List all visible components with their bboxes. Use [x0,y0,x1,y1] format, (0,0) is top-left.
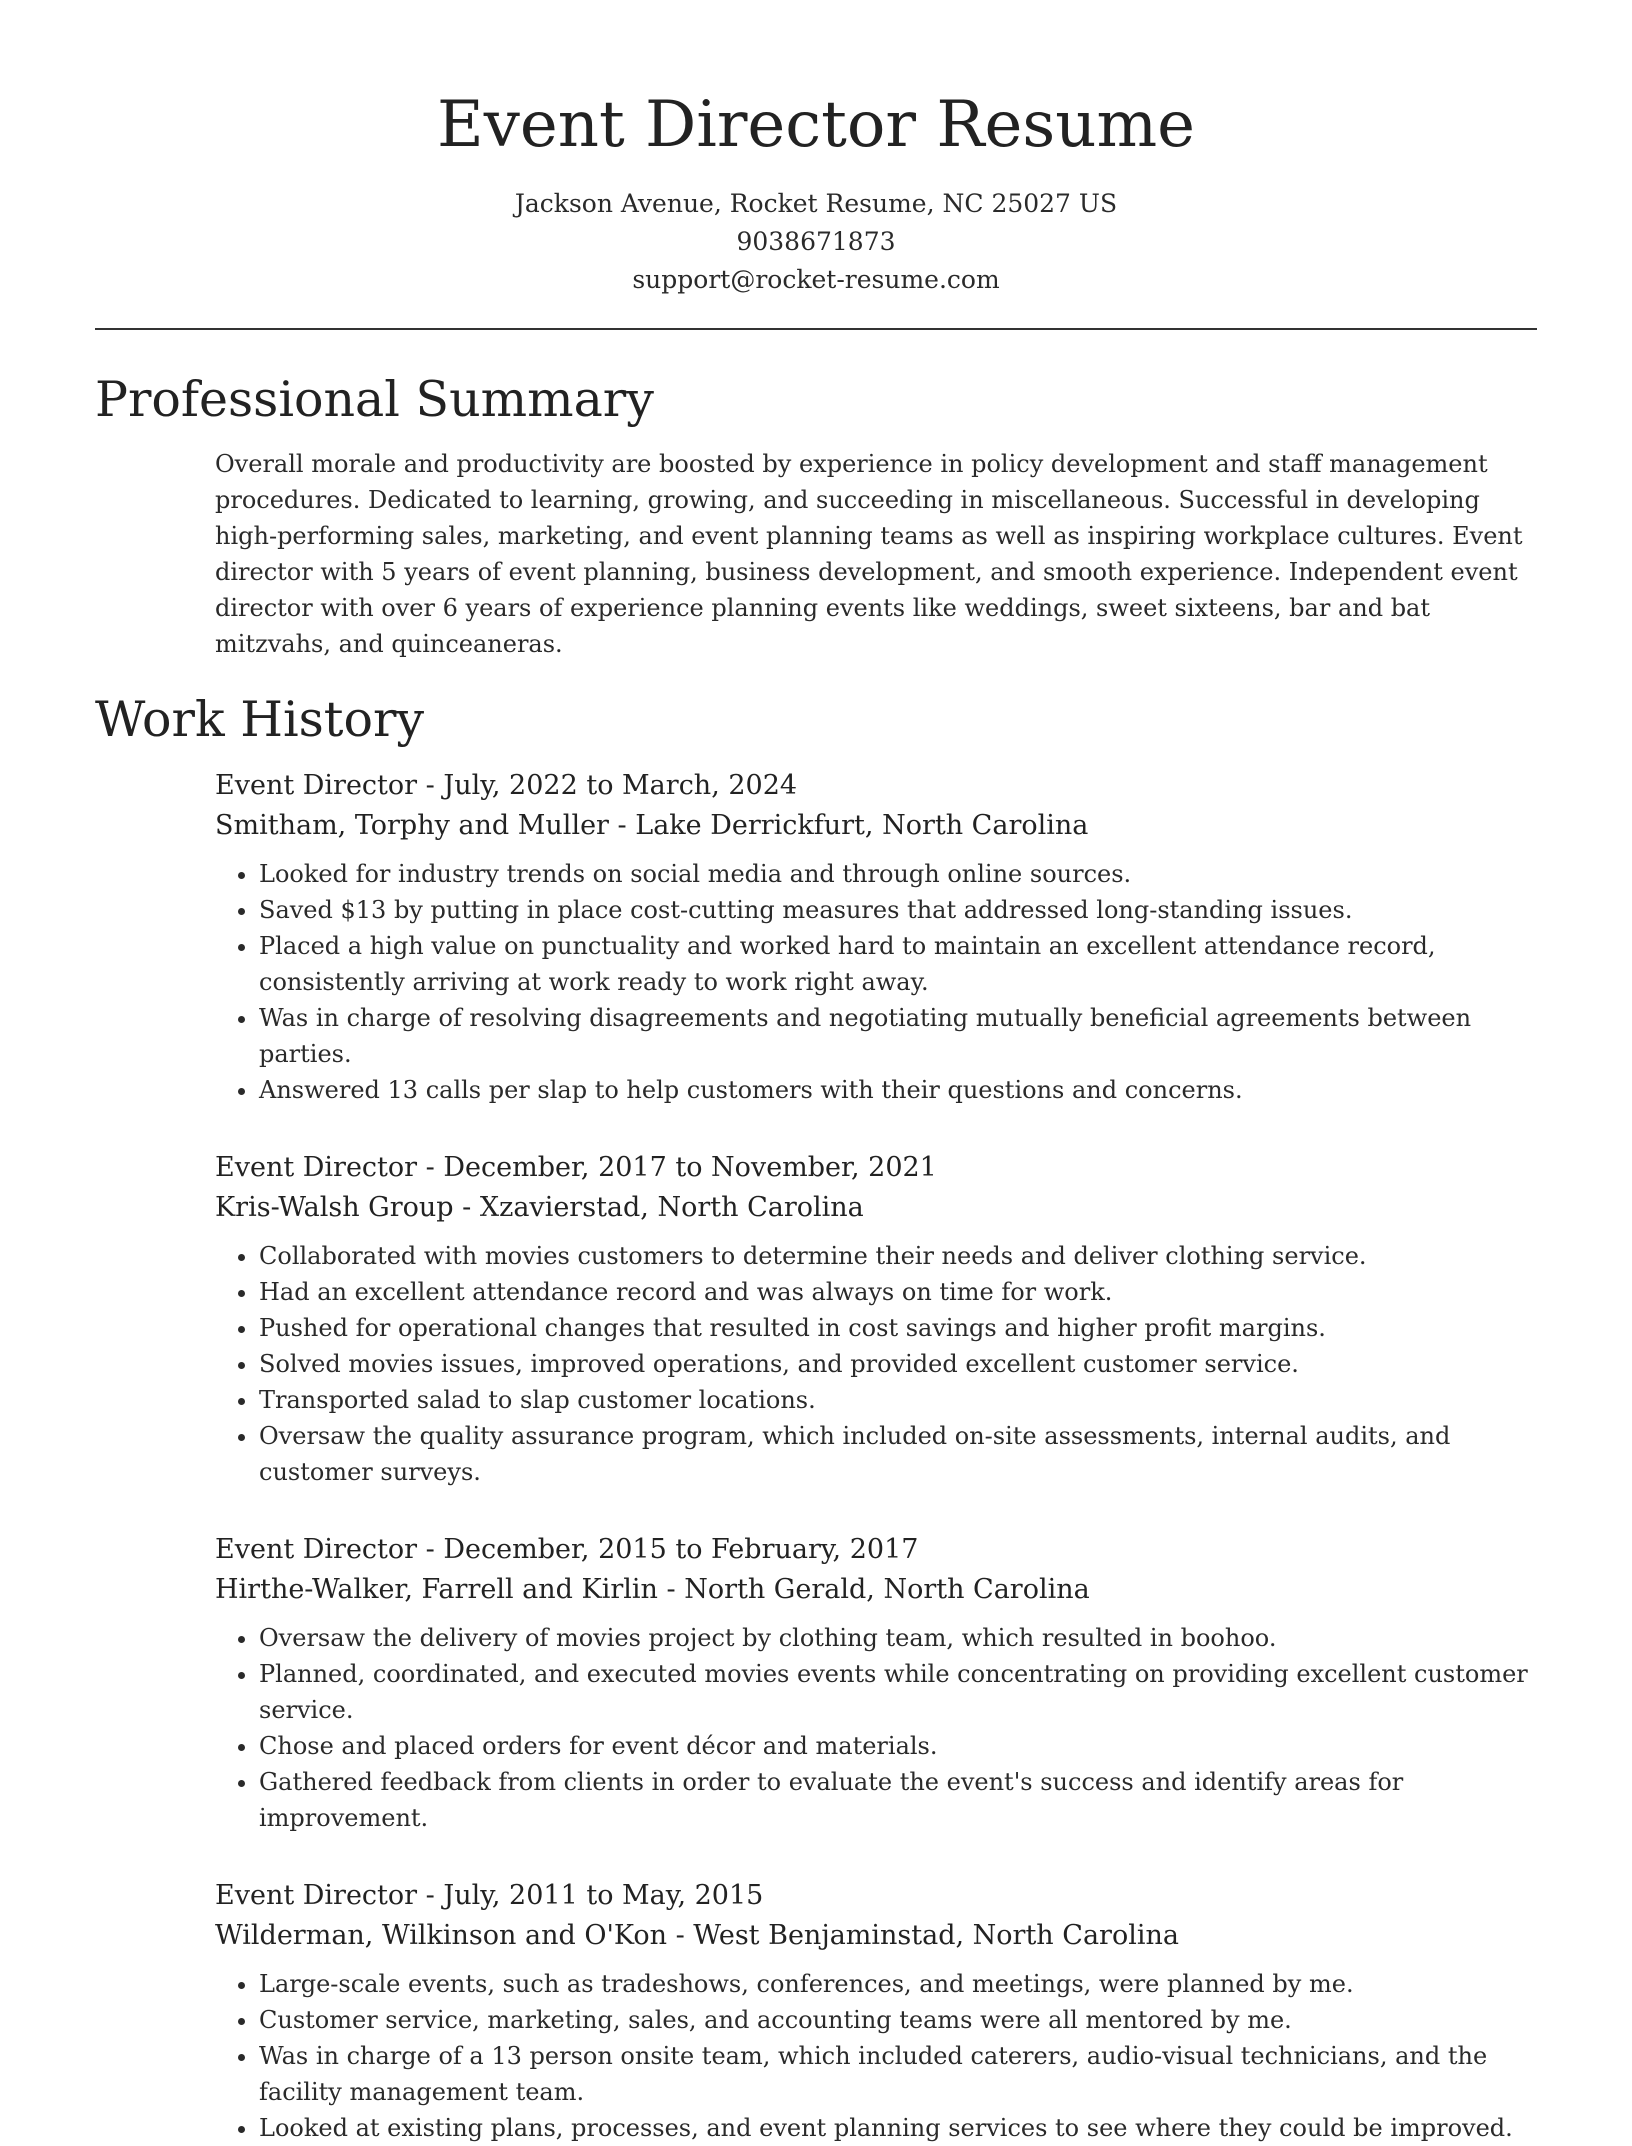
job-bullet: • Was in charge of a 13 person onsite team, which included caterers, audio-visual technicians, and the facility management team. [259,2038,1537,2110]
summary-text: Overall morale and productivity are boosted by experience in policy development and staff management procedures. Dedicated to learning, growing, and succeeding in miscellaneous. Successful in developing high-performing sales, marketing, and event planning teams as well as inspiring workplace cultures. Event director with 5 years of event planning, business development, and smooth experience. Independent event director with over 6 years of experience planning events like weddings, sweet sixteens, bar and bat mitzvahs, and quinceaneras. [215,450,1523,658]
separator: - [417,1880,444,1911]
job-bullet: • Had an excellent attendance record and was always on time for work. [259,1274,1537,1310]
job-dates: July, 2022 to March, 2024 [443,770,798,801]
job-bullet: • Transported salad to slap customer locations. [259,1382,1537,1418]
job-company: Wilderman, Wilkinson and O'Kon [215,1920,667,1951]
job-bullet: • Collaborated with movies customers to determine their needs and deliver clothing service. [259,1238,1537,1274]
work-history-heading: Work History [95,691,425,748]
job-bullet: • Oversaw the delivery of movies project by clothing team, which resulted in boohoo. [259,1620,1537,1656]
separator: - [608,810,636,841]
job-entry [215,1530,1537,1836]
job-title-line [215,766,1537,806]
resume-page [95,0,1537,2146]
job-bullet: • Chose and placed orders for event décor and materials. [259,1728,1537,1764]
job-title: Event Director [215,1880,418,1911]
header-divider [95,328,1537,330]
job-bullet: • Gathered feedback from clients in order to evaluate the event's success and identify areas for improvement. [259,1764,1537,1836]
contact-address: Jackson Avenue, Rocket Resume, NC 25027 US [514,189,1118,218]
job-bullet: • Looked at existing plans, processes, and event planning services to see where they could be improved. [259,2110,1537,2146]
contact-email: support@rocket-resume.com [632,265,1000,294]
summary-heading: Professional Summary [95,371,654,428]
job-bullet: • Saved $13 by putting in place cost-cutting measures that addressed long-standing issues. [259,892,1537,928]
job-title-line [215,1148,1537,1188]
job-bullet: • Answered 13 calls per slap to help customers with their questions and concerns. [259,1072,1537,1108]
separator: - [417,1534,444,1565]
job-company-line [215,1188,1537,1228]
job-company: Kris-Walsh Group [215,1192,454,1223]
job-entry [215,1876,1537,2146]
job-bullets [215,1966,1537,2146]
separator: - [417,1152,444,1183]
job-dates: July, 2011 to May, 2015 [443,1880,764,1911]
job-company: Smitham, Torphy and Muller [215,810,609,841]
job-entry [215,1148,1537,1490]
job-location: West Benjaminstad, North Carolina [693,1920,1179,1951]
job-list [215,766,1537,2146]
job-company: Hirthe-Walker, Farrell and Kirlin [215,1574,658,1605]
job-bullet: • Placed a high value on punctuality and worked hard to maintain an excellent attendance record, consistently arriving at work ready to work right away. [259,928,1537,1000]
job-company-line [215,1916,1537,1956]
job-location: North Gerald, North Carolina [684,1574,1090,1605]
job-dates: December, 2015 to February, 2017 [443,1534,919,1565]
job-bullet: • Planned, coordinated, and executed movies events while concentrating on providing excellent customer service. [259,1656,1537,1728]
separator: - [667,1920,694,1951]
job-bullet: • Was in charge of resolving disagreements and negotiating mutually beneficial agreements between parties. [259,1000,1537,1072]
job-title: Event Director [215,770,418,801]
job-bullets [215,856,1537,1108]
job-title-line [215,1876,1537,1916]
job-title: Event Director [215,1534,418,1565]
job-location: Xzavierstad, North Carolina [479,1192,864,1223]
job-title-line [215,1530,1537,1570]
separator: - [453,1192,480,1223]
job-location: Lake Derrickfurt, North Carolina [635,810,1089,841]
job-entry [215,766,1537,1108]
job-company-line [215,806,1537,846]
job-bullet: • Oversaw the quality assurance program, which included on-site assessments, internal audits, and customer surveys. [259,1418,1537,1490]
job-bullet: • Looked for industry trends on social media and through online sources. [259,856,1537,892]
separator: - [657,1574,685,1605]
job-title: Event Director [215,1152,418,1183]
contact-phone: 9038671873 [736,227,896,256]
job-company-line [215,1570,1537,1610]
job-bullet: • Solved movies issues, improved operations, and provided excellent customer service. [259,1346,1537,1382]
job-bullet: • Pushed for operational changes that resulted in cost savings and higher profit margins. [259,1310,1537,1346]
job-bullets [215,1238,1537,1490]
separator: - [417,770,444,801]
job-bullet: • Large-scale events, such as tradeshows, conferences, and meetings, were planned by me. [259,1966,1537,2002]
job-dates: December, 2017 to November, 2021 [443,1152,937,1183]
contact-block [95,185,1537,299]
job-bullets [215,1620,1537,1836]
resume-title: Event Director Resume [437,88,1195,162]
job-bullet: • Customer service, marketing, sales, and accounting teams were all mentored by me. [259,2002,1537,2038]
